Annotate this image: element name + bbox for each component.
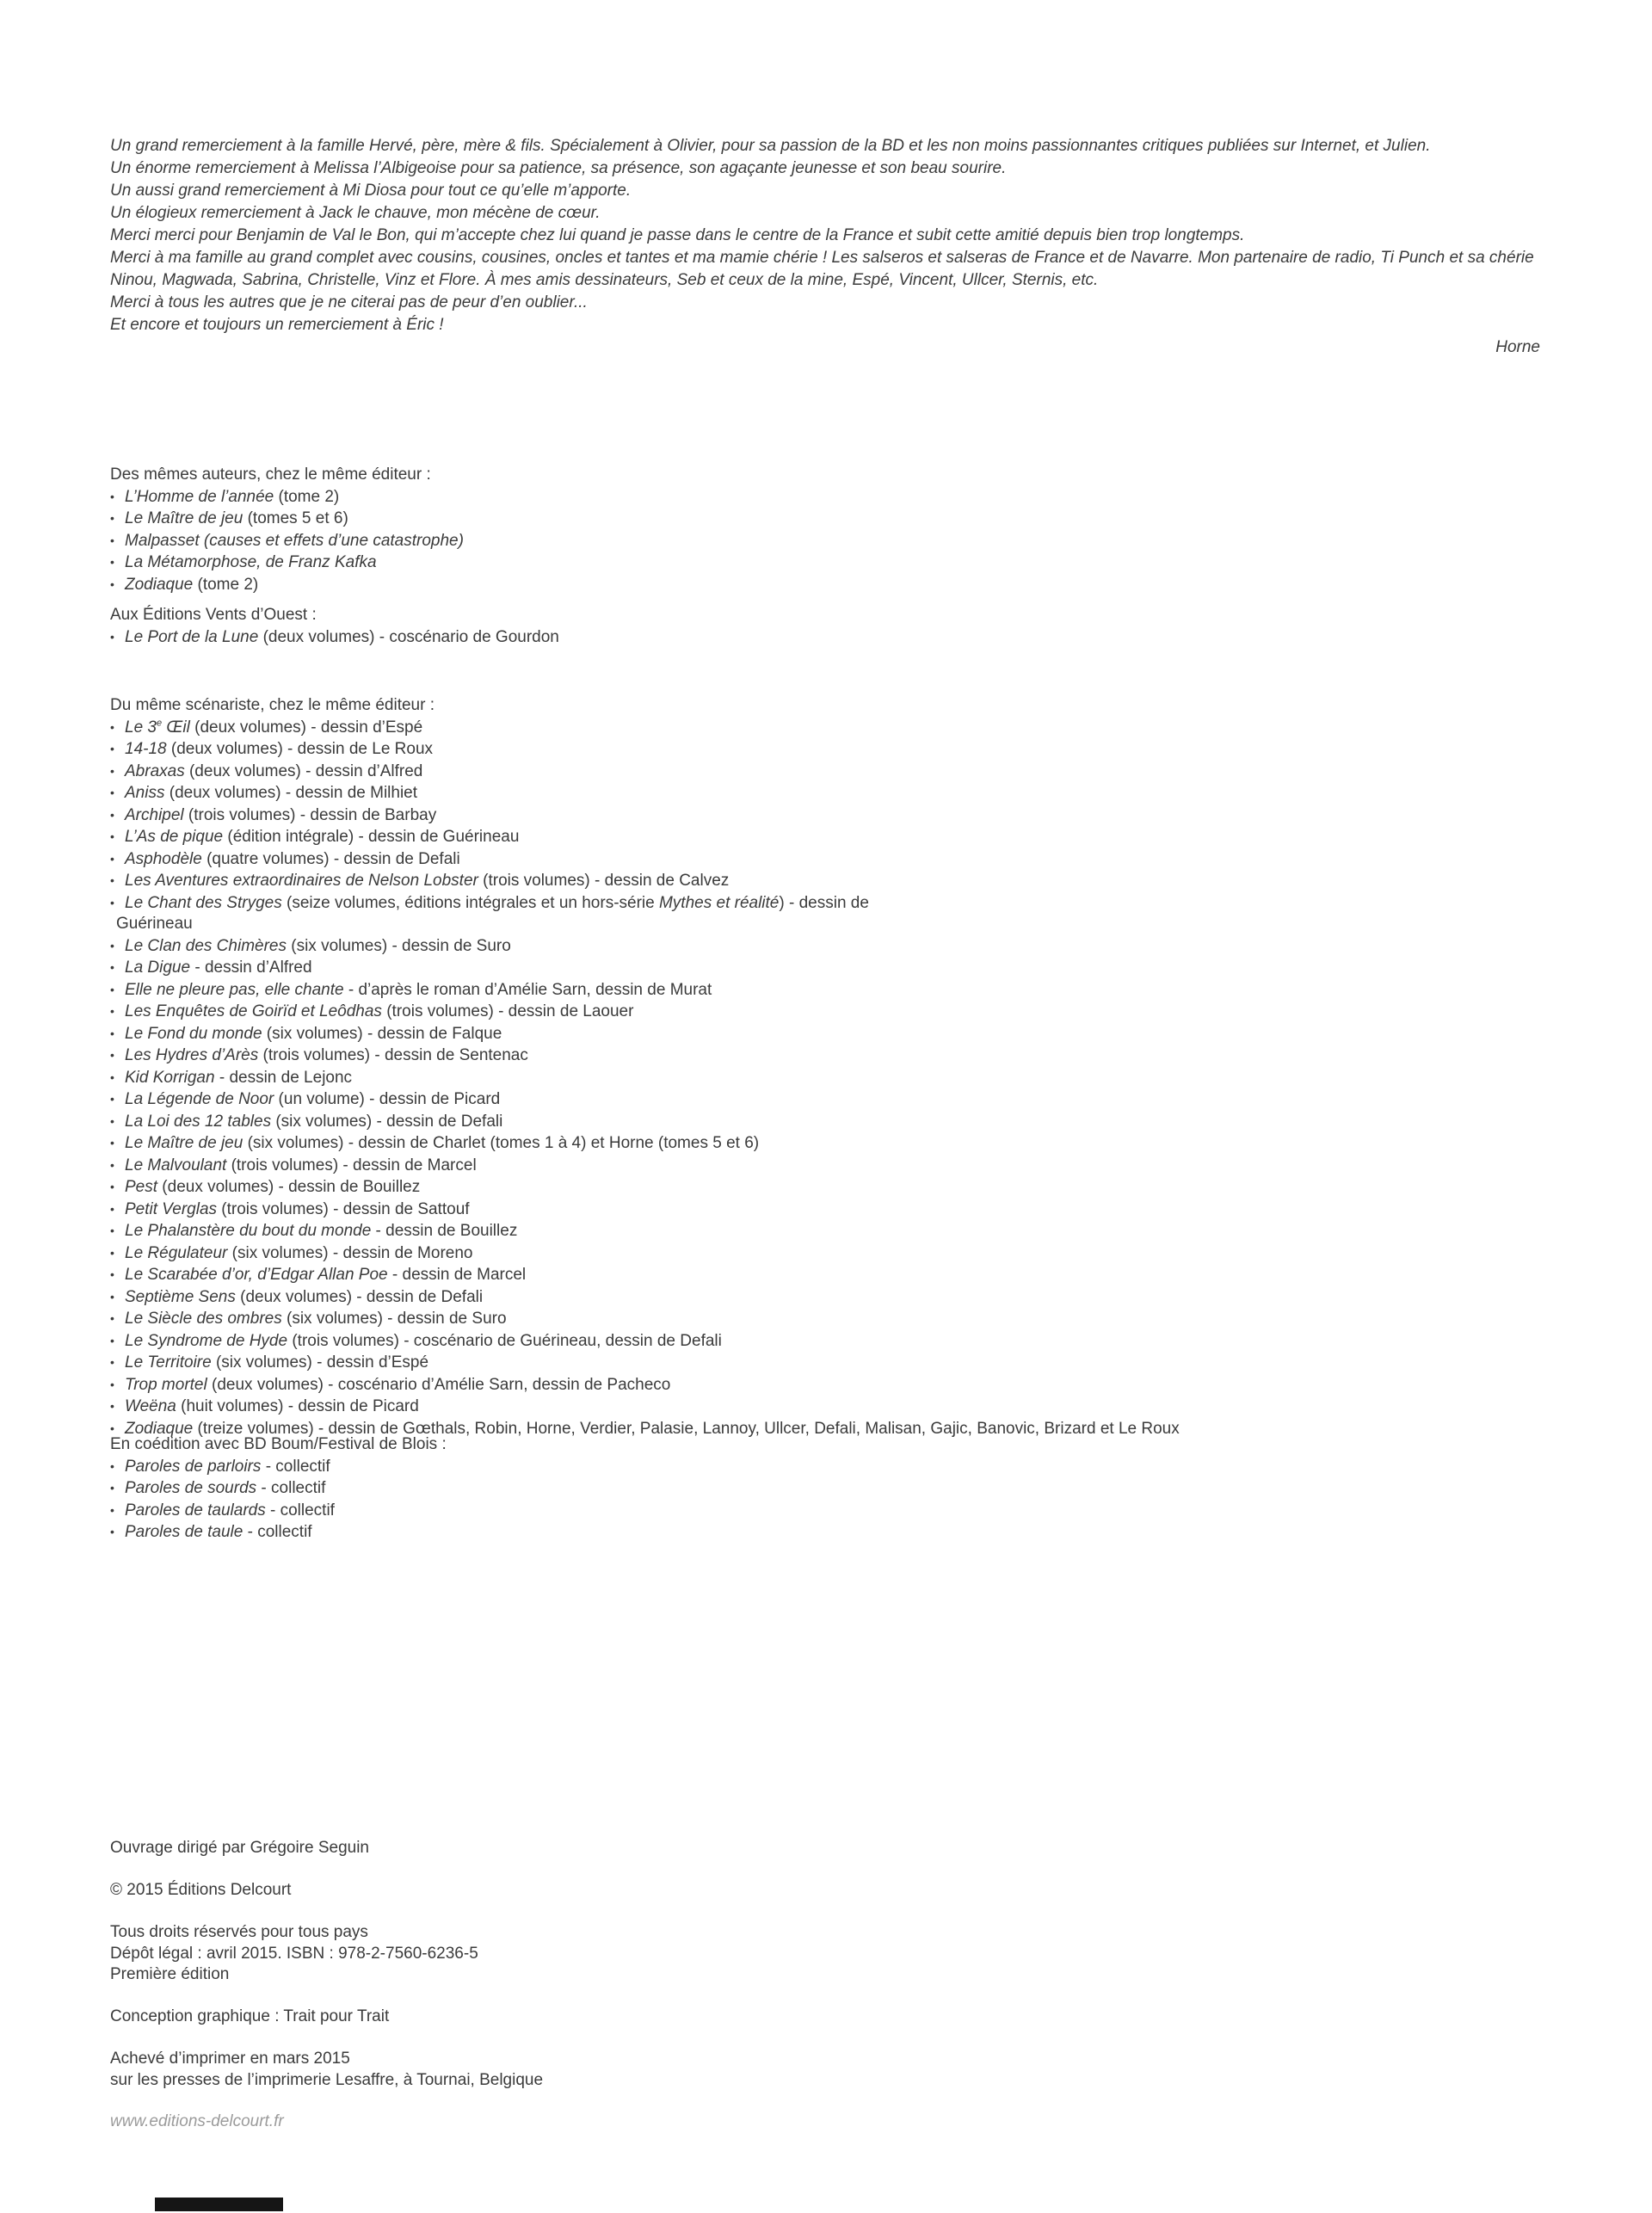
acknowledgment-line: Un énorme remerciement à Melissa l’Albigeoise pour sa patience, sa présence, son agaçante jeunesse et son beau sourire. [110,159,1007,177]
book-title: Zodiaque [125,575,194,594]
item-text: (un volume) - dessin de Picard [274,1090,501,1108]
list-item-continuation [110,914,1573,935]
colophon-line [110,2028,971,2050]
book-title: Asphodèle [125,849,202,868]
book-title: Le Chant des Stryges [125,893,282,912]
item-text: (six volumes) - dessin d’Espé [211,1353,429,1372]
bullet-icon: • [110,1399,114,1413]
acknowledgment-line: Et encore et toujours un remerciement à Éric ! [110,316,444,334]
list-item [110,1199,1573,1221]
bullet-icon: • [110,533,114,547]
book-title: e [156,718,163,729]
book-title: Les Aventures extraordinaires de Nelson Lobster [125,872,478,890]
bullet-icon: • [110,1458,114,1473]
bullet-icon: • [110,895,114,909]
section-header: Des mêmes auteurs, chez le même éditeur : [110,465,431,484]
bullet-icon: • [110,763,114,778]
item-text: (trois volumes) - dessin de Sattouf [217,1199,470,1218]
book-title: 14-18 [125,740,167,758]
bullet-icon: • [110,1092,114,1106]
list-item [110,782,1573,804]
list-item [110,1067,1573,1089]
colophon-line: Première édition [110,1965,230,1983]
item-text: (six volumes) - dessin de Defali [271,1112,503,1131]
list-item [110,574,1573,596]
publisher-website: www.editions-delcourt.fr [110,2112,284,2130]
section-header: En coédition avec BD Boum/Festival de Blois : [110,1435,447,1453]
list-item [110,1023,1573,1045]
book-title: Kid Korrigan [125,1068,215,1087]
list-item [110,552,1573,574]
bullet-icon: • [110,742,114,755]
acknowledgment-line: Ninou, Magwada, Sabrina, Christelle, Vinz et Flore. À mes amis dessinateurs, Seb et ceux de la mine, Espé, Vincent, Ullcer, Sternis, etc. [110,271,1099,289]
book-title: Paroles de taule [125,1523,243,1541]
book-title: Le Malvoulant [125,1156,227,1174]
item-text: (deux volumes) - coscénario d’Amélie Sarn, dessin de Pacheco [206,1375,671,1394]
item-text: (trois volumes) - dessin de Sentenac [258,1046,528,1064]
book-title: Le Scarabée d’or, d’Edgar Allan Poe [125,1266,388,1284]
book-title: Le Maître de jeu [125,1134,243,1152]
colophon-line [110,1986,971,2007]
book-title: L’Homme de l’année [125,487,274,506]
list-item [110,1308,1573,1330]
list-item [110,530,1573,552]
list-item [110,1132,1573,1155]
book-title: Le Siècle des ombres [125,1310,282,1328]
list-item [110,717,1573,739]
bullet-icon: • [110,829,114,843]
bullet-icon: • [110,1355,114,1369]
list-item [110,1111,1573,1133]
item-text: - collectif [243,1523,312,1541]
colophon-line: Conception graphique : Trait pour Trait [110,2007,390,2025]
item-text: - dessin de Bouillez [371,1222,518,1240]
list-item [110,1264,1573,1286]
book-title: Les Hydres d’Arès [125,1046,259,1064]
coedition-section [110,1434,1573,1544]
colophon-line: Achevé d’imprimer en mars 2015 [110,2050,350,2068]
book-title: Le Clan des Chimères [125,936,287,955]
book-list [110,626,1573,649]
book-title: Le Maître de jeu [125,509,243,527]
bullet-icon: • [110,489,114,503]
bullet-icon: • [110,851,114,866]
book-title: Les Enquêtes de Goirïd et Leôdhas [125,1002,382,1020]
book-title: Petit Verglas [125,1199,218,1218]
item-text: (six volumes) - dessin de Falque [262,1024,502,1043]
item-text: (tome 2) [193,575,259,594]
bullet-icon: • [110,1502,114,1517]
book-title: Le Phalanstère du bout du monde [125,1222,372,1240]
list-item [110,1521,1573,1544]
bullet-icon: • [110,1026,114,1040]
bullet-icon: • [110,873,114,887]
bullet-icon: • [110,1136,114,1150]
list-item [110,761,1573,783]
list-item [110,1220,1573,1242]
item-text: (huit volumes) - dessin de Picard [176,1397,419,1415]
list-item [110,892,1573,915]
book-title: Le Régulateur [125,1243,228,1262]
author-signature: Horne [1495,338,1540,356]
item-text: - dessin de Lejonc [214,1068,353,1087]
book-title: Le Fond du monde [125,1024,262,1043]
list-item [110,935,1573,958]
item-text: (deux volumes) - coscénario de Gourdon [258,627,559,646]
bullet-icon: • [110,1289,114,1304]
bullet-icon: • [110,1421,114,1435]
book-title: Œil [162,718,190,737]
bullet-icon: • [110,1245,114,1260]
list-item [110,1242,1573,1265]
item-text: - collectif [256,1479,326,1497]
colophon-line: sur les presses de l’imprimerie Lesaffre, à Tournai, Belgique [110,2070,544,2089]
bullet-icon: • [110,629,114,644]
list-item [110,957,1573,979]
item-text: (tome 2) [274,487,340,506]
bullet-icon: • [110,576,114,591]
item-text: (treize volumes) - dessin de Gœthals, Robin, Horne, Verdier, Palasie, Lannoy, Ullcer, Defali, Malisan, Gajic, Banovic, Brizard et Le Roux [193,1419,1180,1438]
section-header: Aux Éditions Vents d’Ouest : [110,606,317,624]
book-title: Paroles de sourds [125,1479,257,1497]
book-title: Elle ne pleure pas, elle chante [125,980,344,999]
bullet-icon: • [110,555,114,569]
item-text: (tomes 5 et 6) [243,509,348,527]
bullet-icon: • [110,1201,114,1216]
book-title: Zodiaque [125,1419,194,1438]
colophon-line [110,1859,971,1881]
item-text: ) - dessin de [779,893,869,912]
bullet-icon: • [110,1333,114,1347]
item-text: - d’après le roman d’Amélie Sarn, dessin de Murat [343,980,712,999]
list-item [110,804,1573,827]
book-title: Weëna [125,1397,176,1415]
item-text: (deux volumes) - dessin de Bouillez [157,1178,421,1196]
book-title: L’As de pique [125,828,224,846]
list-item [110,1286,1573,1309]
list-item [110,1456,1573,1478]
list-item [110,1001,1573,1023]
item-text: (trois volumes) - dessin de Barbay [183,805,437,824]
bullet-icon: • [110,1525,114,1538]
bullet-icon: • [110,960,114,974]
bullet-icon: • [110,938,114,952]
book-title: Le Territoire [125,1353,212,1372]
item-text: (trois volumes) - dessin de Marcel [226,1156,477,1174]
book-title: Abraxas [125,761,185,780]
vents-douest-section [110,605,1573,648]
item-text: (seize volumes, éditions intégrales et un hors-série [281,893,659,912]
book-list [110,1456,1573,1544]
acknowledgment-line: Merci à tous les autres que je ne citerai pas de peur d’en oublier... [110,293,588,311]
list-item [110,738,1573,761]
same-writer-section [110,695,1573,1439]
list-item [110,1477,1573,1500]
book-title: Mythes et réalité [658,893,780,912]
bullet-icon: • [110,1224,114,1237]
acknowledgment-line: Un grand remerciement à la famille Hervé, père, mère & fils. Spécialement à Olivier, pour sa passion de la BD et les non moins passionnantes critiques publiées sur Internet, et Julien. [110,137,1431,155]
list-item [110,508,1573,530]
bullet-icon: • [110,511,114,525]
book-title: Aniss [125,784,165,802]
book-title: La Loi des 12 tables [125,1112,272,1131]
acknowledgment-line: Merci à ma famille au grand complet avec cousins, cousines, oncles et tantes et ma mamie chérie ! Les salseros et salseras de France et de Navarre. Mon partenaire de radio, Ti Punch et sa chérie [110,249,1534,267]
item-text: (édition intégrale) - dessin de Guérineau [223,828,520,846]
item-text: - dessin d’Alfred [190,959,312,977]
bullet-icon: • [110,1048,114,1062]
colophon-line: Tous droits réservés pour tous pays [110,1923,368,1941]
colophon-block [110,1838,971,2091]
list-item [110,848,1573,871]
list-item [110,1500,1573,1522]
bullet-icon: • [110,719,114,734]
colophon-line: © 2015 Éditions Delcourt [110,1881,292,1899]
bullet-icon: • [110,1113,114,1128]
bullet-icon: • [110,1267,114,1281]
bullet-icon: • [110,1481,114,1495]
list-item [110,1045,1573,1067]
book-title: Paroles de taulards [125,1501,266,1520]
book-title: Le Port de la Lune [125,627,259,646]
book-title: Septième Sens [125,1287,236,1306]
book-title: La Légende de Noor [125,1090,274,1108]
list-item [110,1155,1573,1177]
bullet-icon: • [110,1070,114,1084]
bullet-icon: • [110,1377,114,1391]
list-item [110,1352,1573,1374]
acknowledgment-line: Un élogieux remerciement à Jack le chauve, mon mécène de cœur. [110,204,601,222]
item-text: (deux volumes) - dessin d’Alfred [184,761,423,780]
list-item [110,1396,1573,1418]
print-mark [155,2198,283,2211]
book-list [110,486,1573,596]
book-title: Le Syndrome de Hyde [125,1331,288,1350]
item-text: (six volumes) - dessin de Suro [281,1310,507,1328]
colophon-line [110,1902,971,1923]
acknowledgment-line: Un aussi grand remerciement à Mi Diosa pour tout ce qu’elle m’apporte. [110,182,632,200]
item-text: (quatre volumes) - dessin de Defali [201,849,460,868]
list-item [110,826,1573,848]
item-text: - dessin de Marcel [387,1266,527,1284]
list-item [110,870,1573,892]
item-text: (deux volumes) - dessin de Defali [235,1287,484,1306]
book-title: Trop mortel [125,1375,207,1394]
bullet-icon: • [110,1157,114,1172]
section-header: Du même scénariste, chez le même éditeur : [110,696,435,714]
list-item [110,979,1573,1002]
list-item [110,1088,1573,1111]
item-text: Guérineau [116,915,193,933]
item-text: (trois volumes) - dessin de Laouer [381,1002,634,1020]
item-text: - collectif [261,1457,330,1476]
item-text: (trois volumes) - coscénario de Guérineau, dessin de Defali [287,1331,722,1350]
list-item [110,626,1573,649]
bullet-icon: • [110,786,114,799]
acknowledgments-block [110,135,1556,336]
colophon-line: Dépôt légal : avril 2015. ISBN : 978-2-7560-6236-5 [110,1944,478,1963]
item-text: (deux volumes) - dessin d’Espé [189,718,423,737]
item-text: (six volumes) - dessin de Moreno [227,1243,473,1262]
bullet-icon: • [110,1004,114,1018]
book-title: La Métamorphose, de Franz Kafka [125,553,377,571]
book-list [110,717,1573,1440]
list-item [110,1176,1573,1199]
colophon-line: Ouvrage dirigé par Grégoire Seguin [110,1839,370,1857]
book-title: Le 3 [125,718,157,737]
book-title: Archipel [125,805,184,824]
bullet-icon: • [110,807,114,822]
item-text: - collectif [265,1501,335,1520]
bullet-icon: • [110,1311,114,1325]
bullet-icon: • [110,982,114,996]
item-text: (deux volumes) - dessin de Le Roux [166,740,434,758]
list-item [110,1330,1573,1353]
bullet-icon: • [110,1180,114,1193]
book-title: Paroles de parloirs [125,1457,262,1476]
list-item [110,1374,1573,1396]
item-text: (trois volumes) - dessin de Calvez [478,872,730,890]
list-item [110,486,1573,509]
same-authors-section [110,465,1573,595]
book-title: Pest [125,1178,158,1196]
book-title: La Digue [125,959,191,977]
item-text: (six volumes) - dessin de Charlet (tomes 1 à 4) et Horne (tomes 5 et 6) [243,1134,760,1152]
item-text: (deux volumes) - dessin de Milhiet [164,784,418,802]
book-title: Malpasset (causes et effets d’une catastrophe) [125,531,464,550]
acknowledgment-line: Merci merci pour Benjamin de Val le Bon, qui m’accepte chez lui quand je passe dans le centre de la France et subit cette amitié depuis bien trop longtemps. [110,226,1245,244]
item-text: (six volumes) - dessin de Suro [286,936,511,955]
